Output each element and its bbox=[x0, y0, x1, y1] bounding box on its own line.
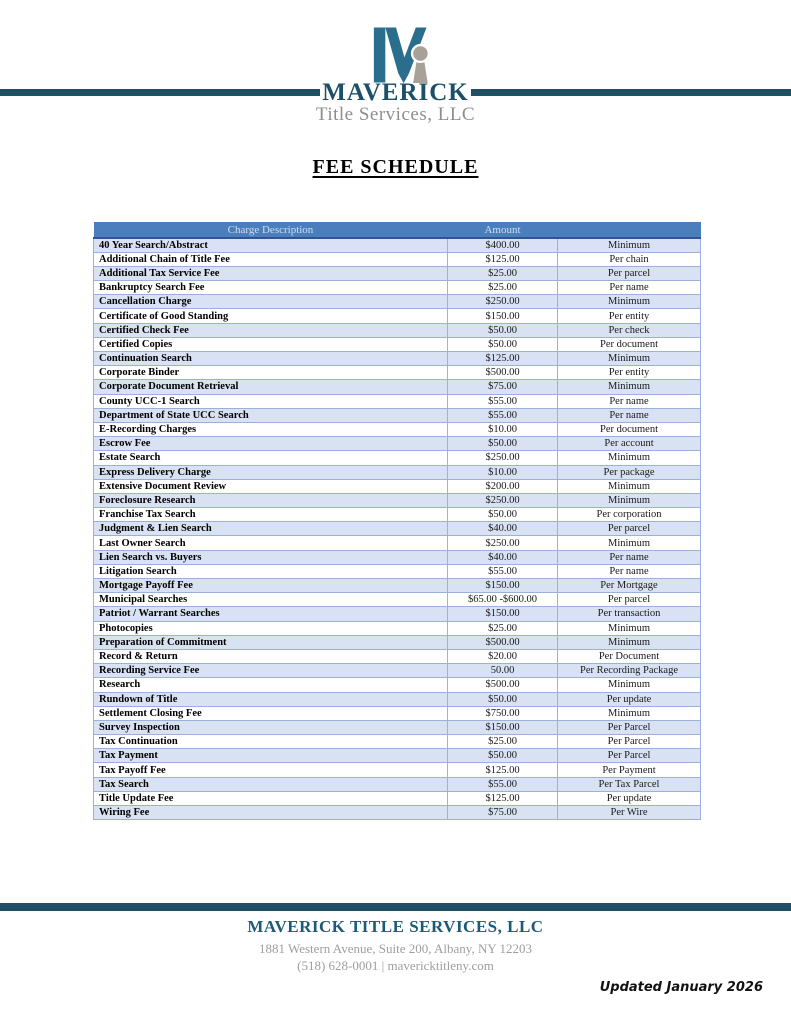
cell-amount: $50.00 bbox=[448, 323, 558, 337]
table-row bbox=[94, 706, 701, 720]
table-row bbox=[94, 579, 701, 593]
table-row bbox=[94, 252, 701, 266]
table-row bbox=[94, 593, 701, 607]
table-row bbox=[94, 522, 701, 536]
cell-description: Municipal Searches bbox=[94, 593, 448, 607]
cell-unit: Per name bbox=[558, 564, 701, 578]
cell-description: Tax Payment bbox=[94, 749, 448, 763]
table-row bbox=[94, 352, 701, 366]
column-header-amount: Amount bbox=[448, 222, 558, 238]
cell-unit: Minimum bbox=[558, 451, 701, 465]
cell-unit: Per Mortgage bbox=[558, 579, 701, 593]
cell-amount: $10.00 bbox=[448, 465, 558, 479]
cell-unit: Per check bbox=[558, 323, 701, 337]
logo-subtitle: Title Services, LLC bbox=[315, 104, 476, 125]
header-brand-row bbox=[0, 80, 791, 105]
cell-amount: $20.00 bbox=[448, 649, 558, 663]
cell-amount: $125.00 bbox=[448, 763, 558, 777]
cell-description: Corporate Binder bbox=[94, 366, 448, 380]
cell-description: Tax Search bbox=[94, 777, 448, 791]
cell-amount: $250.00 bbox=[448, 536, 558, 550]
table-row bbox=[94, 508, 701, 522]
cell-unit: Per Payment bbox=[558, 763, 701, 777]
table-row bbox=[94, 550, 701, 564]
cell-unit: Minimum bbox=[558, 536, 701, 550]
cell-description: Bankruptcy Search Fee bbox=[94, 281, 448, 295]
table-row bbox=[94, 564, 701, 578]
footer-company-name: MAVERICK TITLE SERVICES, LLC bbox=[247, 917, 544, 936]
table-row bbox=[94, 437, 701, 451]
cell-description: Recording Service Fee bbox=[94, 664, 448, 678]
cell-description: Tax Payoff Fee bbox=[94, 763, 448, 777]
cell-unit: Per update bbox=[558, 692, 701, 706]
table-row bbox=[94, 238, 701, 252]
table-row bbox=[94, 635, 701, 649]
footer-contact: (518) 628-0001 | mavericktitleny.com bbox=[297, 958, 494, 973]
cell-description: Escrow Fee bbox=[94, 437, 448, 451]
cell-description: Settlement Closing Fee bbox=[94, 706, 448, 720]
cell-description: E-Recording Charges bbox=[94, 422, 448, 436]
cell-description: Judgment & Lien Search bbox=[94, 522, 448, 536]
cell-description: Foreclosure Research bbox=[94, 493, 448, 507]
cell-description: Department of State UCC Search bbox=[94, 408, 448, 422]
cell-description: Preparation of Commitment bbox=[94, 635, 448, 649]
cell-description: County UCC-1 Search bbox=[94, 394, 448, 408]
updated-date-note: Updated January 2026 bbox=[599, 980, 763, 995]
cell-amount: $200.00 bbox=[448, 479, 558, 493]
fee-schedule-table bbox=[93, 222, 701, 820]
cell-unit: Per Document bbox=[558, 649, 701, 663]
cell-amount: $10.00 bbox=[448, 422, 558, 436]
table-row bbox=[94, 309, 701, 323]
cell-description: Photocopies bbox=[94, 621, 448, 635]
cell-amount: $50.00 bbox=[448, 749, 558, 763]
cell-amount: $65.00 -$600.00 bbox=[448, 593, 558, 607]
cell-amount: $25.00 bbox=[448, 621, 558, 635]
table-row bbox=[94, 536, 701, 550]
keyhole-circle bbox=[412, 45, 429, 62]
footer-address: 1881 Western Avenue, Suite 200, Albany, NY 12203 bbox=[258, 941, 532, 956]
cell-amount: $500.00 bbox=[448, 635, 558, 649]
cell-amount: $400.00 bbox=[448, 238, 558, 252]
table-row bbox=[94, 394, 701, 408]
table-row bbox=[94, 692, 701, 706]
cell-unit: Per chain bbox=[558, 252, 701, 266]
cell-unit: Minimum bbox=[558, 479, 701, 493]
cell-unit: Per Tax Parcel bbox=[558, 777, 701, 791]
table-row bbox=[94, 281, 701, 295]
cell-description: Certificate of Good Standing bbox=[94, 309, 448, 323]
cell-amount: $50.00 bbox=[448, 437, 558, 451]
table-row bbox=[94, 493, 701, 507]
table-header-row bbox=[94, 222, 701, 238]
header-divider-bar-left bbox=[0, 89, 320, 96]
cell-description: Cancellation Charge bbox=[94, 295, 448, 309]
cell-unit: Per entity bbox=[558, 309, 701, 323]
cell-description: Estate Search bbox=[94, 451, 448, 465]
cell-description: Corporate Document Retrieval bbox=[94, 380, 448, 394]
cell-description: Record & Return bbox=[94, 649, 448, 663]
cell-amount: $150.00 bbox=[448, 579, 558, 593]
cell-description: 40 Year Search/Abstract bbox=[94, 238, 448, 252]
table-row bbox=[94, 295, 701, 309]
cell-unit: Per Wire bbox=[558, 806, 701, 820]
table-row bbox=[94, 380, 701, 394]
cell-amount: $25.00 bbox=[448, 281, 558, 295]
cell-amount: $150.00 bbox=[448, 720, 558, 734]
table-row bbox=[94, 266, 701, 280]
table-row bbox=[94, 621, 701, 635]
cell-unit: Per Recording Package bbox=[558, 664, 701, 678]
cell-description: Rundown of Title bbox=[94, 692, 448, 706]
cell-amount: $55.00 bbox=[448, 564, 558, 578]
cell-unit: Per corporation bbox=[558, 508, 701, 522]
cell-unit: Minimum bbox=[558, 380, 701, 394]
column-header-charge-description: Charge Description bbox=[94, 222, 448, 238]
cell-unit: Minimum bbox=[558, 295, 701, 309]
cell-unit: Per parcel bbox=[558, 522, 701, 536]
header-divider-bar-right bbox=[471, 89, 791, 96]
cell-amount: $55.00 bbox=[448, 408, 558, 422]
cell-unit: Per document bbox=[558, 422, 701, 436]
cell-amount: $250.00 bbox=[448, 451, 558, 465]
column-header-unit bbox=[558, 222, 701, 238]
logo-brand-text: MAVERICK bbox=[322, 79, 469, 106]
cell-amount: $125.00 bbox=[448, 352, 558, 366]
cell-description: Research bbox=[94, 678, 448, 692]
table-row bbox=[94, 479, 701, 493]
cell-amount: $125.00 bbox=[448, 252, 558, 266]
cell-unit: Minimum bbox=[558, 635, 701, 649]
cell-amount: $50.00 bbox=[448, 508, 558, 522]
table-row bbox=[94, 366, 701, 380]
table-row bbox=[94, 451, 701, 465]
cell-amount: $50.00 bbox=[448, 337, 558, 351]
cell-description: Last Owner Search bbox=[94, 536, 448, 550]
cell-amount: $250.00 bbox=[448, 493, 558, 507]
table-row bbox=[94, 607, 701, 621]
table-row bbox=[94, 763, 701, 777]
table-row bbox=[94, 806, 701, 820]
logo-m-keyhole-icon bbox=[353, 26, 439, 84]
cell-description: Additional Chain of Title Fee bbox=[94, 252, 448, 266]
cell-description: Tax Continuation bbox=[94, 735, 448, 749]
table-row bbox=[94, 422, 701, 436]
cell-amount: $250.00 bbox=[448, 295, 558, 309]
cell-amount: 50.00 bbox=[448, 664, 558, 678]
cell-description: Patriot / Warrant Searches bbox=[94, 607, 448, 621]
cell-unit: Per Parcel bbox=[558, 735, 701, 749]
cell-description: Survey Inspection bbox=[94, 720, 448, 734]
table-row bbox=[94, 749, 701, 763]
cell-unit: Per Parcel bbox=[558, 720, 701, 734]
cell-unit: Minimum bbox=[558, 238, 701, 252]
cell-amount: $25.00 bbox=[448, 735, 558, 749]
cell-unit: Per name bbox=[558, 408, 701, 422]
cell-amount: $50.00 bbox=[448, 692, 558, 706]
cell-unit: Per Parcel bbox=[558, 749, 701, 763]
table-row bbox=[94, 337, 701, 351]
cell-amount: $55.00 bbox=[448, 777, 558, 791]
cell-amount: $500.00 bbox=[448, 366, 558, 380]
cell-unit: Minimum bbox=[558, 621, 701, 635]
cell-unit: Per package bbox=[558, 465, 701, 479]
cell-amount: $150.00 bbox=[448, 309, 558, 323]
cell-amount: $150.00 bbox=[448, 607, 558, 621]
cell-amount: $75.00 bbox=[448, 806, 558, 820]
cell-description: Wiring Fee bbox=[94, 806, 448, 820]
cell-unit: Minimum bbox=[558, 706, 701, 720]
cell-unit: Per parcel bbox=[558, 266, 701, 280]
cell-description: Franchise Tax Search bbox=[94, 508, 448, 522]
cell-description: Title Update Fee bbox=[94, 791, 448, 805]
cell-description: Certified Check Fee bbox=[94, 323, 448, 337]
table-row bbox=[94, 323, 701, 337]
table-row bbox=[94, 777, 701, 791]
cell-description: Continuation Search bbox=[94, 352, 448, 366]
cell-description: Extensive Document Review bbox=[94, 479, 448, 493]
table-row bbox=[94, 408, 701, 422]
cell-amount: $40.00 bbox=[448, 522, 558, 536]
cell-unit: Minimum bbox=[558, 352, 701, 366]
cell-description: Litigation Search bbox=[94, 564, 448, 578]
cell-amount: $125.00 bbox=[448, 791, 558, 805]
cell-unit: Minimum bbox=[558, 493, 701, 507]
cell-description: Express Delivery Charge bbox=[94, 465, 448, 479]
cell-unit: Per account bbox=[558, 437, 701, 451]
cell-unit: Per name bbox=[558, 394, 701, 408]
page-title: FEE SCHEDULE bbox=[312, 156, 479, 178]
cell-amount: $40.00 bbox=[448, 550, 558, 564]
cell-unit: Per parcel bbox=[558, 593, 701, 607]
cell-amount: $750.00 bbox=[448, 706, 558, 720]
table-row bbox=[94, 664, 701, 678]
cell-amount: $75.00 bbox=[448, 380, 558, 394]
cell-unit: Per transaction bbox=[558, 607, 701, 621]
table-row bbox=[94, 791, 701, 805]
cell-unit: Minimum bbox=[558, 678, 701, 692]
cell-unit: Per name bbox=[558, 550, 701, 564]
cell-amount: $55.00 bbox=[448, 394, 558, 408]
cell-unit: Per name bbox=[558, 281, 701, 295]
table-row bbox=[94, 649, 701, 663]
cell-description: Additional Tax Service Fee bbox=[94, 266, 448, 280]
table-row bbox=[94, 720, 701, 734]
table-row bbox=[94, 465, 701, 479]
cell-unit: Per update bbox=[558, 791, 701, 805]
table-row bbox=[94, 735, 701, 749]
table-row bbox=[94, 678, 701, 692]
cell-unit: Per document bbox=[558, 337, 701, 351]
cell-amount: $500.00 bbox=[448, 678, 558, 692]
cell-description: Certified Copies bbox=[94, 337, 448, 351]
cell-description: Lien Search vs. Buyers bbox=[94, 550, 448, 564]
cell-unit: Per entity bbox=[558, 366, 701, 380]
footer-divider-bar bbox=[0, 903, 791, 911]
cell-description: Mortgage Payoff Fee bbox=[94, 579, 448, 593]
cell-amount: $25.00 bbox=[448, 266, 558, 280]
